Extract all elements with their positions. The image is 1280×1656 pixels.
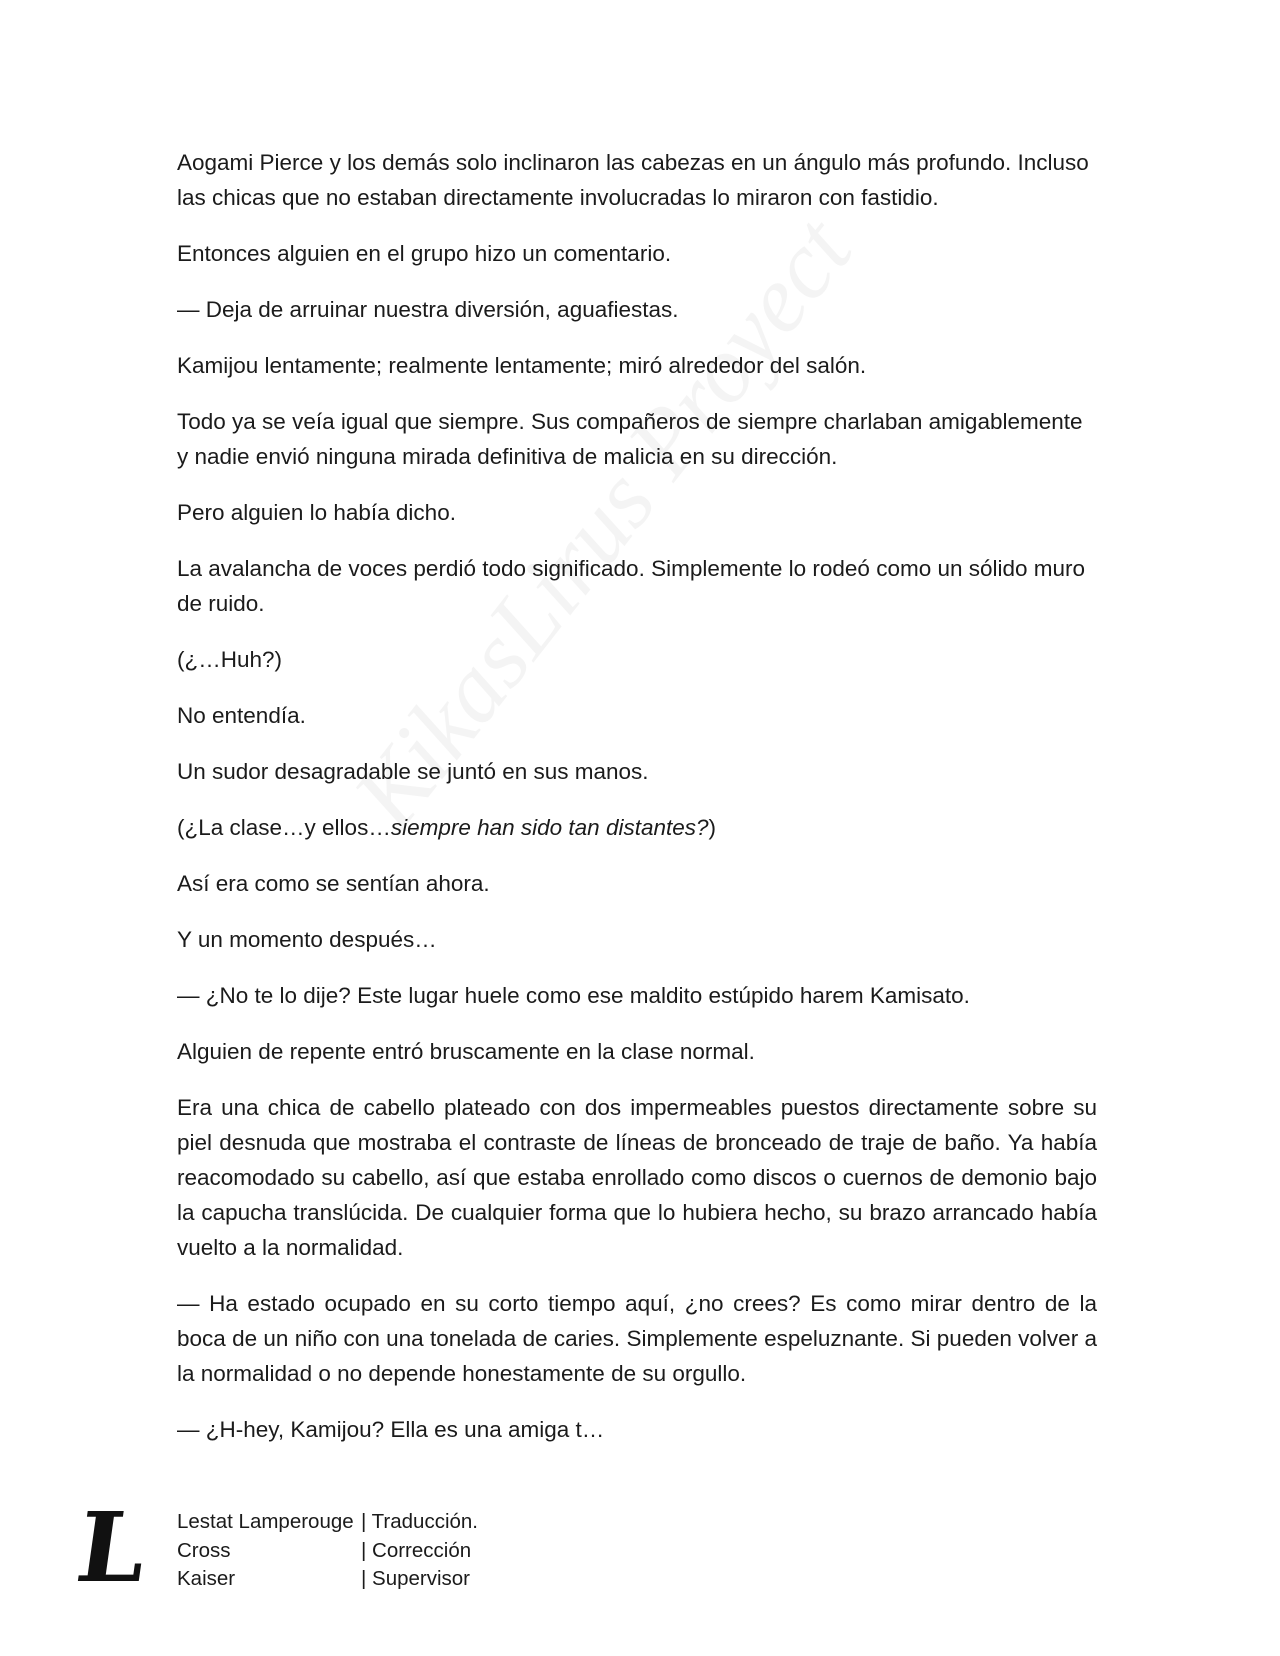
paragraph: (¿…Huh?) <box>177 647 283 672</box>
credit-name: Kaiser <box>177 1567 236 1590</box>
paragraph: Era una chica de cabello plateado con dos impermeables puestos directamente sobre su piel desnuda que mostraba el contraste de líneas de bronceado de traje de baño. Ya había reacomodado su cabello, así que estaba enrollado como discos o cuernos de demonio bajo la capucha translúcida. De cualquier forma que lo hubiera hecho, su brazo arrancado había vuelto a la normalidad. <box>177 1095 1097 1260</box>
paragraph: Un sudor desagradable se juntó en sus manos. <box>177 759 649 784</box>
credits <box>177 1508 478 1594</box>
gothic-l-logo: L <box>70 1491 154 1604</box>
body-text <box>177 145 1097 1468</box>
paragraph-prefix: (¿La clase…y ellos… <box>177 815 391 840</box>
credit-name: Cross <box>177 1538 231 1562</box>
paragraph-with-italic <box>177 810 1097 845</box>
paragraph: Entonces alguien en el grupo hizo un comentario. <box>177 241 672 266</box>
paragraph: — ¿No te lo dije? Este lugar huele como ese maldito estúpido harem Kamisato. <box>177 983 970 1008</box>
paragraph: — Ha estado ocupado en su corto tiempo aquí, ¿no crees? Es como mirar dentro de la boca de un niño con una tonelada de caries. Simplemente espeluznante. Si pueden volver a la normalidad o no depende honestamente de su orgullo. <box>177 1291 1097 1386</box>
credit-row <box>177 1537 478 1566</box>
credit-row <box>177 1508 478 1537</box>
credit-role: | Supervisor <box>361 1567 471 1590</box>
paragraph: Pero alguien lo había dicho. <box>177 500 456 525</box>
credit-role: | Corrección <box>361 1538 472 1562</box>
paragraph: — Deja de arruinar nuestra diversión, aguafiestas. <box>177 297 679 322</box>
paragraph: Alguien de repente entró bruscamente en la clase normal. <box>177 1039 755 1064</box>
paragraph: La avalancha de voces perdió todo significado. Simplemente lo rodeó como un sólido muro de ruido. <box>177 556 1086 616</box>
paragraph: Y un momento después… <box>177 927 437 952</box>
credit-row <box>177 1565 478 1594</box>
paragraph-suffix: ) <box>708 815 717 840</box>
footer <box>70 1491 670 1618</box>
credit-role: | Traducción. <box>361 1510 478 1533</box>
paragraph: No entendía. <box>177 703 306 728</box>
paragraph: Todo ya se veía igual que siempre. Sus compañeros de siempre charlaban amigablemente y nadie envió ninguna mirada definitiva de malicia en su dirección. <box>177 409 1083 469</box>
paragraph: Kamijou lentamente; realmente lentamente; miró alrededor del salón. <box>177 353 867 378</box>
paragraph: Así era como se sentían ahora. <box>177 871 490 896</box>
credit-name: Lestat Lamperouge <box>177 1510 354 1533</box>
paragraph: Aogami Pierce y los demás solo inclinaron las cabezas en un ángulo más profundo. Incluso las chicas que no estaban directamente involucradas lo miraron con fastidio. <box>177 150 1089 210</box>
paragraph-italic: siempre han sido tan distantes? <box>390 815 709 840</box>
paragraph: — ¿H-hey, Kamijou? Ella es una amiga t… <box>177 1417 605 1442</box>
